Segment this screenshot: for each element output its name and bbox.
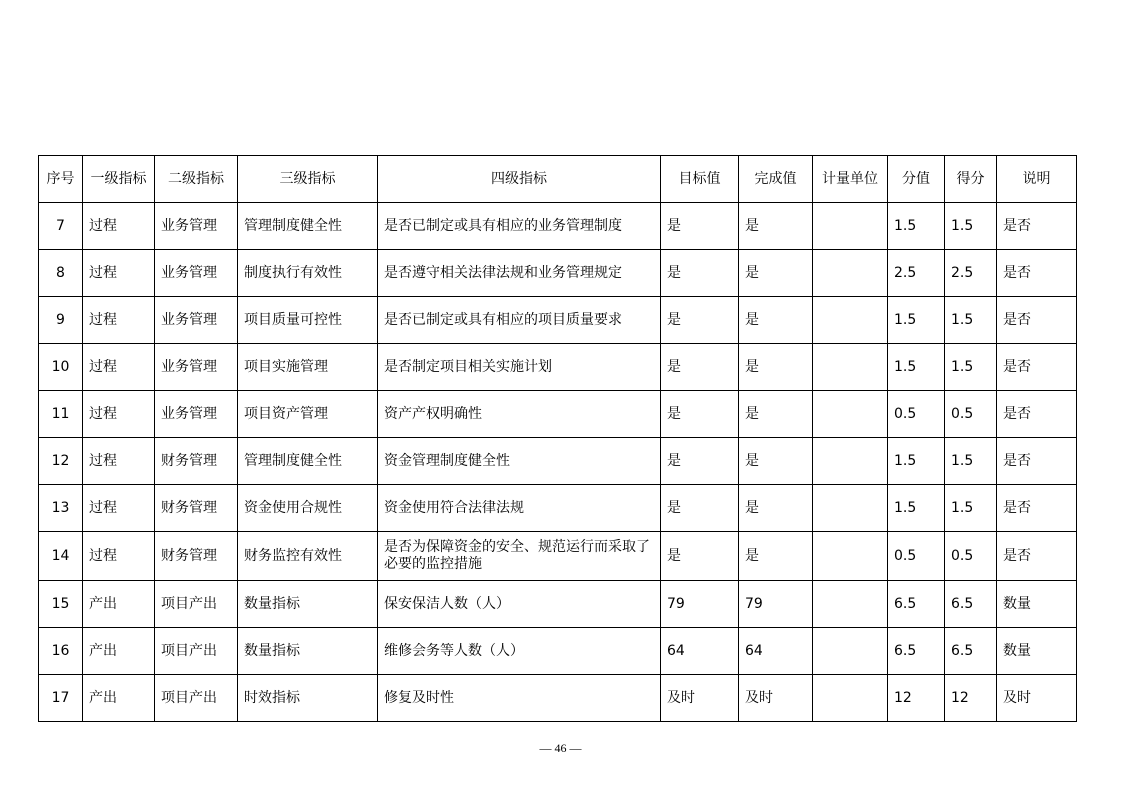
cell-level1: 过程 [83, 391, 155, 438]
cell-level1: 产出 [83, 628, 155, 675]
cell-serial-no: 9 [39, 297, 83, 344]
cell-target: 是 [661, 344, 739, 391]
header-level2-indicator: 二级指标 [155, 156, 238, 203]
cell-serial-no: 14 [39, 532, 83, 581]
cell-level1: 过程 [83, 297, 155, 344]
cell-level2: 业务管理 [155, 203, 238, 250]
cell-score: 1.5 [945, 297, 997, 344]
table-row [39, 532, 1077, 581]
cell-actual: 是 [739, 250, 813, 297]
cell-unit [813, 485, 888, 532]
cell-remark: 是否 [997, 250, 1077, 297]
cell-serial-no: 10 [39, 344, 83, 391]
cell-level2: 财务管理 [155, 438, 238, 485]
cell-weight: 12 [888, 675, 945, 722]
cell-serial-no: 12 [39, 438, 83, 485]
cell-remark: 数量 [997, 628, 1077, 675]
cell-actual: 64 [739, 628, 813, 675]
header-score-weight: 分值 [888, 156, 945, 203]
cell-level1: 过程 [83, 344, 155, 391]
cell-target: 是 [661, 250, 739, 297]
cell-remark: 及时 [997, 675, 1077, 722]
cell-actual: 是 [739, 297, 813, 344]
cell-level4: 修复及时性 [378, 675, 661, 722]
table-row [39, 438, 1077, 485]
cell-unit [813, 581, 888, 628]
cell-score: 0.5 [945, 532, 997, 581]
table-row [39, 203, 1077, 250]
table-row [39, 581, 1077, 628]
cell-score: 0.5 [945, 391, 997, 438]
cell-unit [813, 344, 888, 391]
cell-target: 是 [661, 485, 739, 532]
table-row [39, 485, 1077, 532]
cell-weight: 2.5 [888, 250, 945, 297]
cell-score: 1.5 [945, 438, 997, 485]
cell-serial-no: 16 [39, 628, 83, 675]
cell-score: 12 [945, 675, 997, 722]
cell-unit [813, 250, 888, 297]
cell-unit [813, 438, 888, 485]
cell-level2: 项目产出 [155, 581, 238, 628]
cell-target: 是 [661, 297, 739, 344]
cell-level3: 项目质量可控性 [238, 297, 378, 344]
cell-remark: 是否 [997, 297, 1077, 344]
cell-actual: 及时 [739, 675, 813, 722]
cell-score: 1.5 [945, 203, 997, 250]
table-row [39, 250, 1077, 297]
cell-level2: 业务管理 [155, 344, 238, 391]
cell-target: 是 [661, 391, 739, 438]
cell-level4: 保安保洁人数（人） [378, 581, 661, 628]
cell-level2: 项目产出 [155, 675, 238, 722]
cell-weight: 6.5 [888, 628, 945, 675]
cell-serial-no: 15 [39, 581, 83, 628]
header-target-value: 目标值 [661, 156, 739, 203]
table-row [39, 391, 1077, 438]
cell-weight: 1.5 [888, 203, 945, 250]
cell-level3: 管理制度健全性 [238, 438, 378, 485]
cell-score: 1.5 [945, 485, 997, 532]
cell-level2: 财务管理 [155, 485, 238, 532]
table-row [39, 628, 1077, 675]
cell-actual: 是 [739, 391, 813, 438]
cell-level4: 是否制定项目相关实施计划 [378, 344, 661, 391]
cell-actual: 是 [739, 485, 813, 532]
cell-unit [813, 391, 888, 438]
cell-level2: 项目产出 [155, 628, 238, 675]
cell-level4: 资金使用符合法律法规 [378, 485, 661, 532]
cell-serial-no: 8 [39, 250, 83, 297]
cell-target: 79 [661, 581, 739, 628]
cell-level4: 是否已制定或具有相应的业务管理制度 [378, 203, 661, 250]
cell-target: 是 [661, 438, 739, 485]
cell-actual: 是 [739, 344, 813, 391]
cell-remark: 数量 [997, 581, 1077, 628]
cell-level3: 资金使用合规性 [238, 485, 378, 532]
header-actual-value: 完成值 [739, 156, 813, 203]
table-body [39, 203, 1077, 722]
cell-remark: 是否 [997, 438, 1077, 485]
cell-unit [813, 297, 888, 344]
cell-weight: 1.5 [888, 485, 945, 532]
cell-level2: 财务管理 [155, 532, 238, 581]
cell-actual: 79 [739, 581, 813, 628]
cell-unit [813, 532, 888, 581]
header-level3-indicator: 三级指标 [238, 156, 378, 203]
cell-level4: 是否为保障资金的安全、规范运行而采取了必要的监控措施 [378, 532, 661, 581]
cell-score: 1.5 [945, 344, 997, 391]
cell-target: 及时 [661, 675, 739, 722]
cell-remark: 是否 [997, 391, 1077, 438]
cell-level4: 是否已制定或具有相应的项目质量要求 [378, 297, 661, 344]
cell-remark: 是否 [997, 485, 1077, 532]
performance-indicator-table [38, 155, 1077, 722]
cell-level3: 制度执行有效性 [238, 250, 378, 297]
cell-level1: 过程 [83, 250, 155, 297]
page-number: — 46 — [539, 741, 582, 755]
cell-unit [813, 675, 888, 722]
table-row [39, 675, 1077, 722]
cell-serial-no: 13 [39, 485, 83, 532]
cell-level3: 数量指标 [238, 628, 378, 675]
header-level1-indicator: 一级指标 [83, 156, 155, 203]
header-score: 得分 [945, 156, 997, 203]
cell-remark: 是否 [997, 203, 1077, 250]
cell-level3: 项目实施管理 [238, 344, 378, 391]
cell-level3: 项目资产管理 [238, 391, 378, 438]
cell-weight: 0.5 [888, 391, 945, 438]
cell-level4: 维修会务等人数（人） [378, 628, 661, 675]
cell-score: 2.5 [945, 250, 997, 297]
cell-level3: 管理制度健全性 [238, 203, 378, 250]
cell-unit [813, 628, 888, 675]
cell-target: 是 [661, 203, 739, 250]
table-row [39, 297, 1077, 344]
cell-weight: 0.5 [888, 532, 945, 581]
table-header-row [39, 156, 1077, 203]
cell-target: 64 [661, 628, 739, 675]
header-unit: 计量单位 [813, 156, 888, 203]
cell-level3: 数量指标 [238, 581, 378, 628]
cell-score: 6.5 [945, 628, 997, 675]
header-level4-indicator: 四级指标 [378, 156, 661, 203]
cell-weight: 1.5 [888, 438, 945, 485]
cell-weight: 1.5 [888, 344, 945, 391]
cell-actual: 是 [739, 532, 813, 581]
cell-target: 是 [661, 532, 739, 581]
cell-score: 6.5 [945, 581, 997, 628]
cell-level1: 产出 [83, 675, 155, 722]
cell-level1: 过程 [83, 203, 155, 250]
cell-level2: 业务管理 [155, 250, 238, 297]
cell-level2: 业务管理 [155, 391, 238, 438]
cell-level3: 财务监控有效性 [238, 532, 378, 581]
cell-actual: 是 [739, 438, 813, 485]
cell-level4: 资产产权明确性 [378, 391, 661, 438]
cell-level2: 业务管理 [155, 297, 238, 344]
cell-unit [813, 203, 888, 250]
cell-serial-no: 7 [39, 203, 83, 250]
header-serial-no: 序号 [39, 156, 83, 203]
cell-serial-no: 11 [39, 391, 83, 438]
cell-level3: 时效指标 [238, 675, 378, 722]
cell-serial-no: 17 [39, 675, 83, 722]
cell-actual: 是 [739, 203, 813, 250]
cell-level1: 过程 [83, 438, 155, 485]
cell-level1: 产出 [83, 581, 155, 628]
cell-weight: 1.5 [888, 297, 945, 344]
cell-level4: 是否遵守相关法律法规和业务管理规定 [378, 250, 661, 297]
cell-remark: 是否 [997, 344, 1077, 391]
table-row [39, 344, 1077, 391]
header-remark: 说明 [997, 156, 1077, 203]
cell-level1: 过程 [83, 532, 155, 581]
cell-weight: 6.5 [888, 581, 945, 628]
cell-level4: 资金管理制度健全性 [378, 438, 661, 485]
cell-remark: 是否 [997, 532, 1077, 581]
cell-level1: 过程 [83, 485, 155, 532]
